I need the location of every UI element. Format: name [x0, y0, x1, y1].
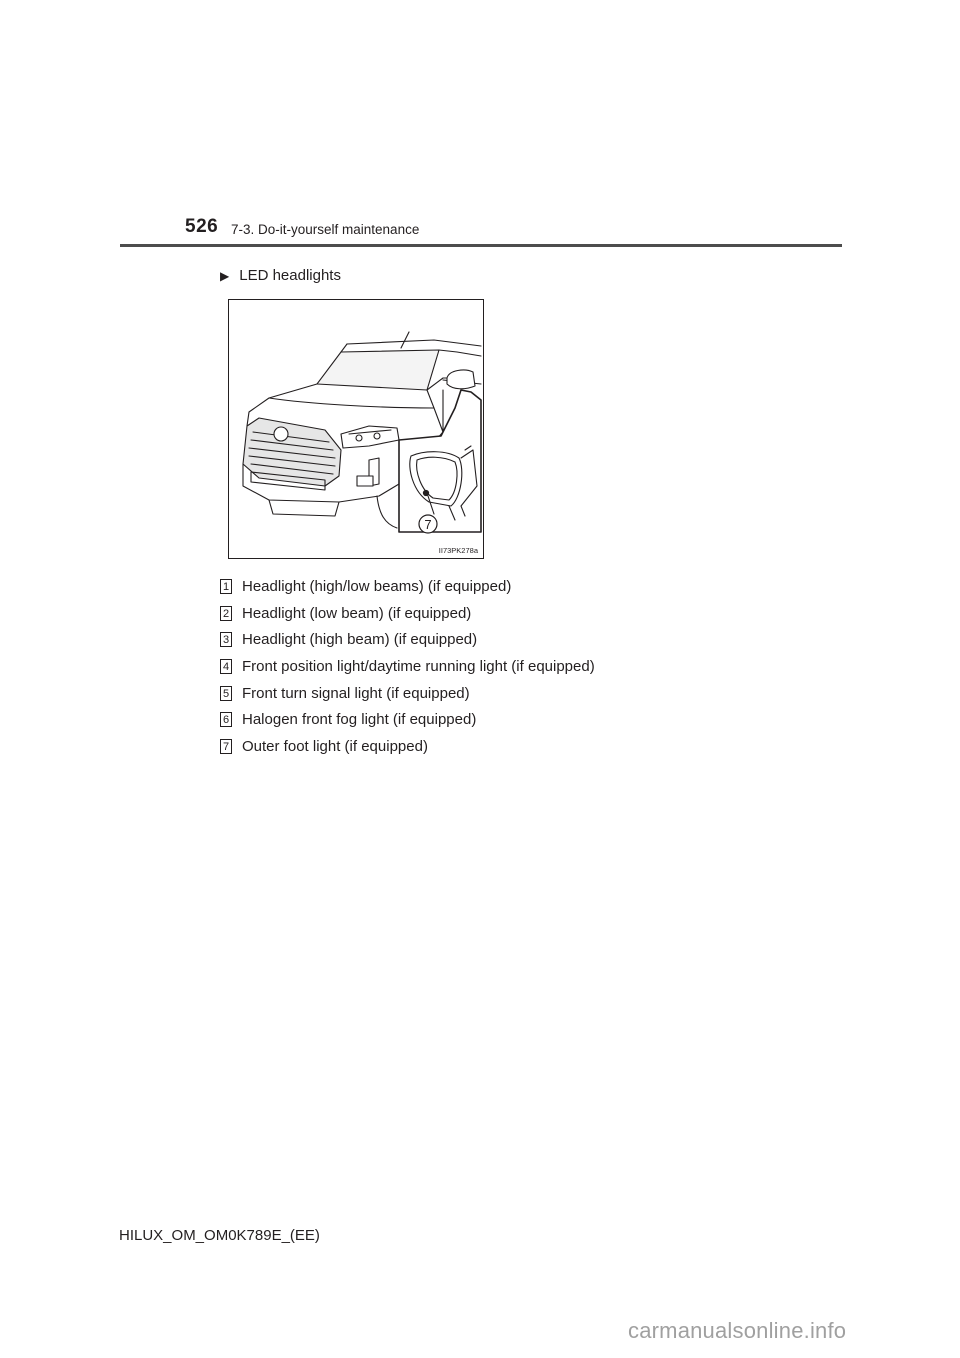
item-text: Headlight (high/low beams) (if equipped): [242, 577, 512, 595]
item-number: 4: [220, 659, 232, 674]
callout-number: 7: [424, 517, 432, 532]
document-footer: HILUX_OM_OM0K789E_(EE): [119, 1227, 320, 1244]
watermark: carmanualsonline.info: [628, 1318, 847, 1343]
item-text: Headlight (high beam) (if equipped): [242, 631, 478, 649]
item-text: Headlight (low beam) (if equipped): [242, 604, 472, 622]
figure-code: II73PK278a: [438, 546, 478, 555]
item-number: 2: [220, 606, 232, 621]
subheading: [220, 267, 341, 284]
item-text: Front turn signal light (if equipped): [242, 684, 470, 702]
item-number: 6: [220, 712, 232, 727]
item-number: 1: [220, 579, 232, 594]
triangle-bullet-icon: ▶: [220, 268, 230, 283]
truck-drawing: [229, 300, 485, 560]
section-title: 7-3. Do-it-yourself maintenance: [231, 222, 420, 237]
list-item: [220, 573, 595, 600]
list-item: [220, 653, 595, 680]
subheading-text: LED headlights: [239, 267, 341, 284]
item-number: 3: [220, 632, 232, 647]
item-number: 5: [220, 686, 232, 701]
item-text: Front position light/daytime running light (if equipped): [242, 657, 595, 675]
page-number: 526: [185, 216, 219, 237]
list-item: [220, 600, 595, 627]
component-list: [220, 573, 595, 760]
list-item: [220, 706, 595, 733]
item-text: Outer foot light (if equipped): [242, 737, 428, 755]
list-item: [220, 733, 595, 760]
vehicle-illustration: [228, 299, 484, 559]
item-text: Halogen front fog light (if equipped): [242, 711, 477, 729]
header-divider: [120, 244, 842, 247]
item-number: 7: [220, 739, 232, 754]
list-item: [220, 680, 595, 707]
list-item: [220, 626, 595, 653]
